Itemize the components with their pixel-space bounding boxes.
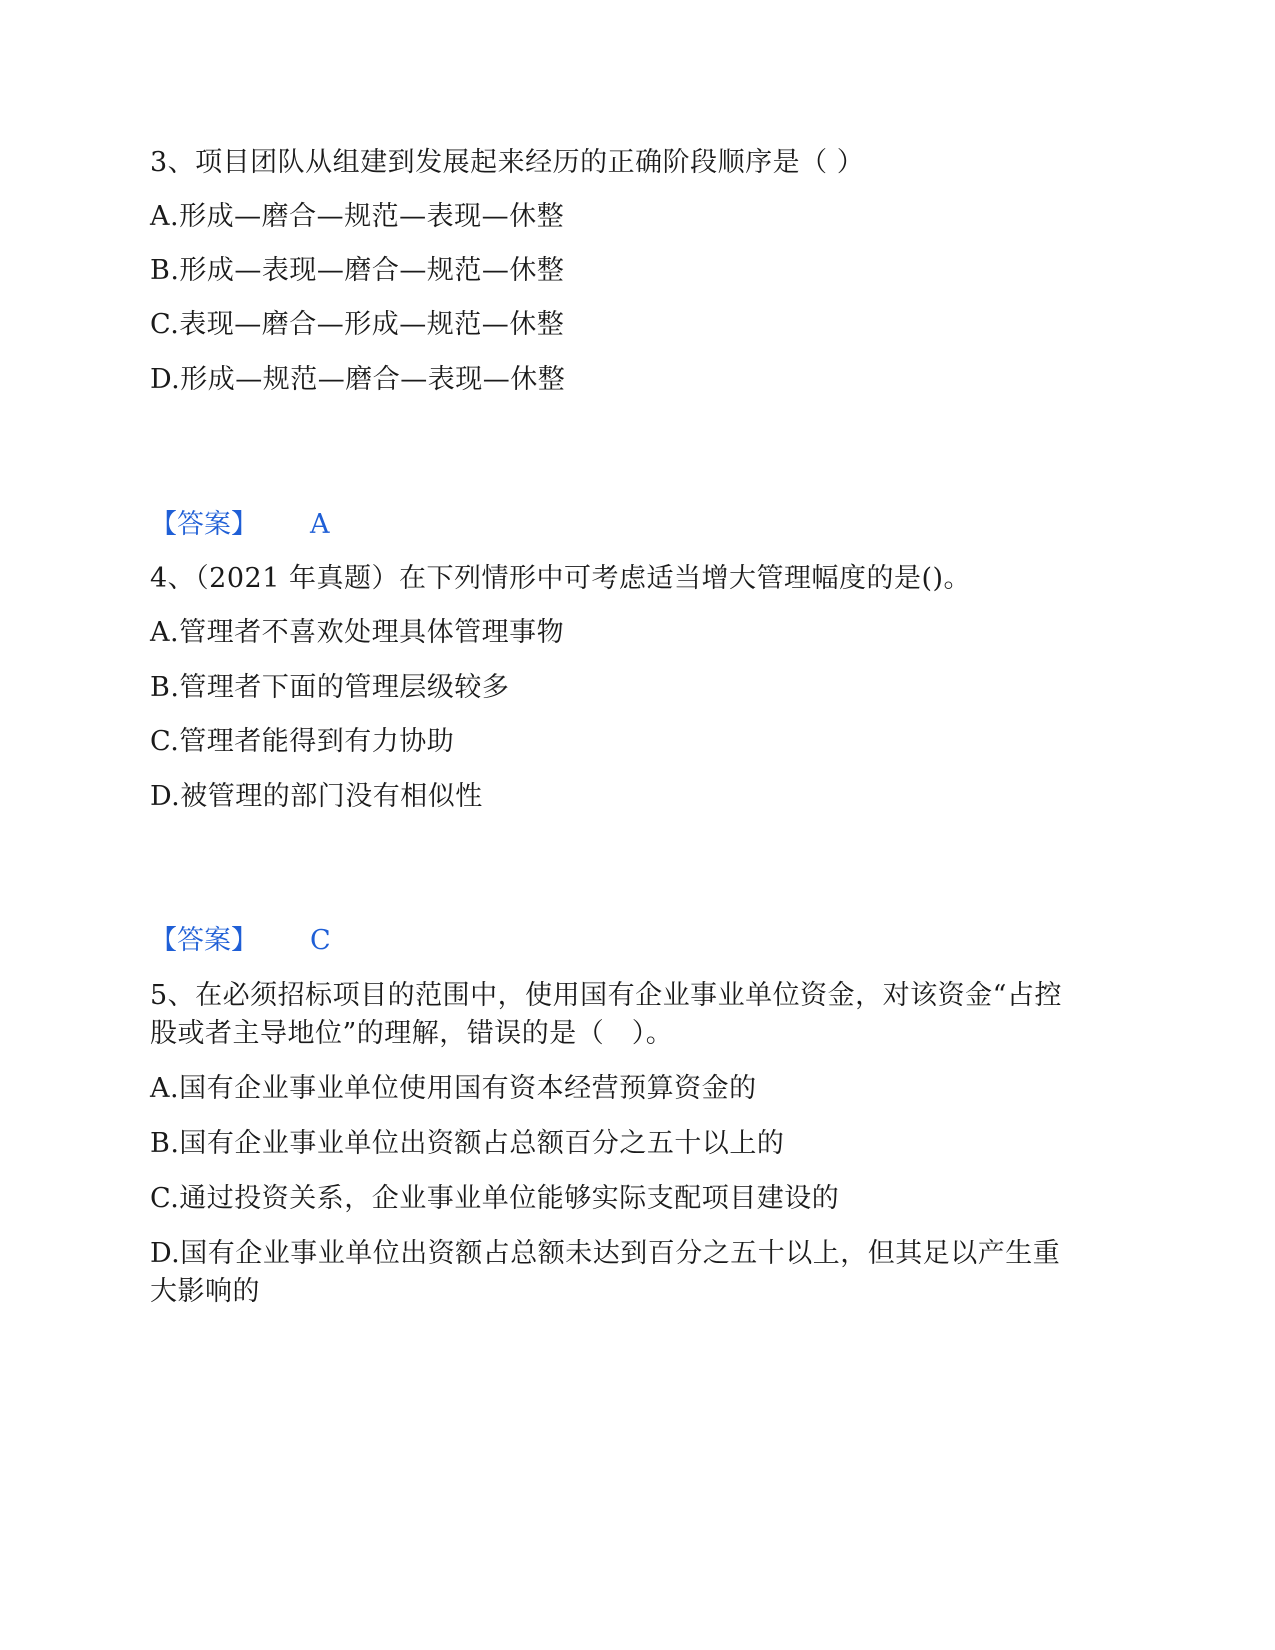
question-5-stem-line-2: 股或者主导地位”的理解，错误的是（ ）。 [150,1018,674,1049]
question-5-option-b: B.国有企业事业单位出资额占总额百分之五十以上的 [150,1128,785,1159]
question-3-option-b: B.形成—表现—磨合—规范—休整 [150,255,565,286]
question-3-option-d: D.形成—规范—磨合—表现—休整 [150,364,566,395]
question-5-option-a: A.国有企业事业单位使用国有资本经营预算资金的 [150,1073,757,1104]
question-4-option-c: C.管理者能得到有力协助 [150,726,455,757]
question-3-option-a: A.形成—磨合—规范—表现—休整 [150,201,565,232]
answer-label: 【答案】 [150,925,258,956]
question-3-answer [150,506,330,544]
question-5-stem-line-1: 5、在必须招标项目的范围中，使用国有企业事业单位资金，对该资金“占控 [150,980,1062,1011]
question-4-option-b: B.管理者下面的管理层级较多 [150,672,510,703]
question-5-option-d-line-1: D.国有企业事业单位出资额占总额未达到百分之五十以上，但其足以产生重 [150,1238,1061,1269]
answer-label: 【答案】 [150,509,258,540]
question-4-option-d: D.被管理的部门没有相似性 [150,781,483,812]
question-4-answer [150,922,331,960]
question-4-option-a: A.管理者不喜欢处理具体管理事物 [150,617,565,648]
question-5-option-d-line-2: 大影响的 [150,1276,260,1307]
question-3-stem: 3、项目团队从组建到发展起来经历的正确阶段顺序是（ ） [150,147,865,178]
question-5-option-c: C.通过投资关系，企业事业单位能够实际支配项目建设的 [150,1183,840,1214]
answer-value: C [310,925,331,956]
question-3-option-c: C.表现—磨合—形成—规范—休整 [150,309,565,340]
question-4-stem: 4、（2021 年真题）在下列情形中可考虑适当增大管理幅度的是()。 [150,563,972,594]
answer-value: A [310,509,330,540]
